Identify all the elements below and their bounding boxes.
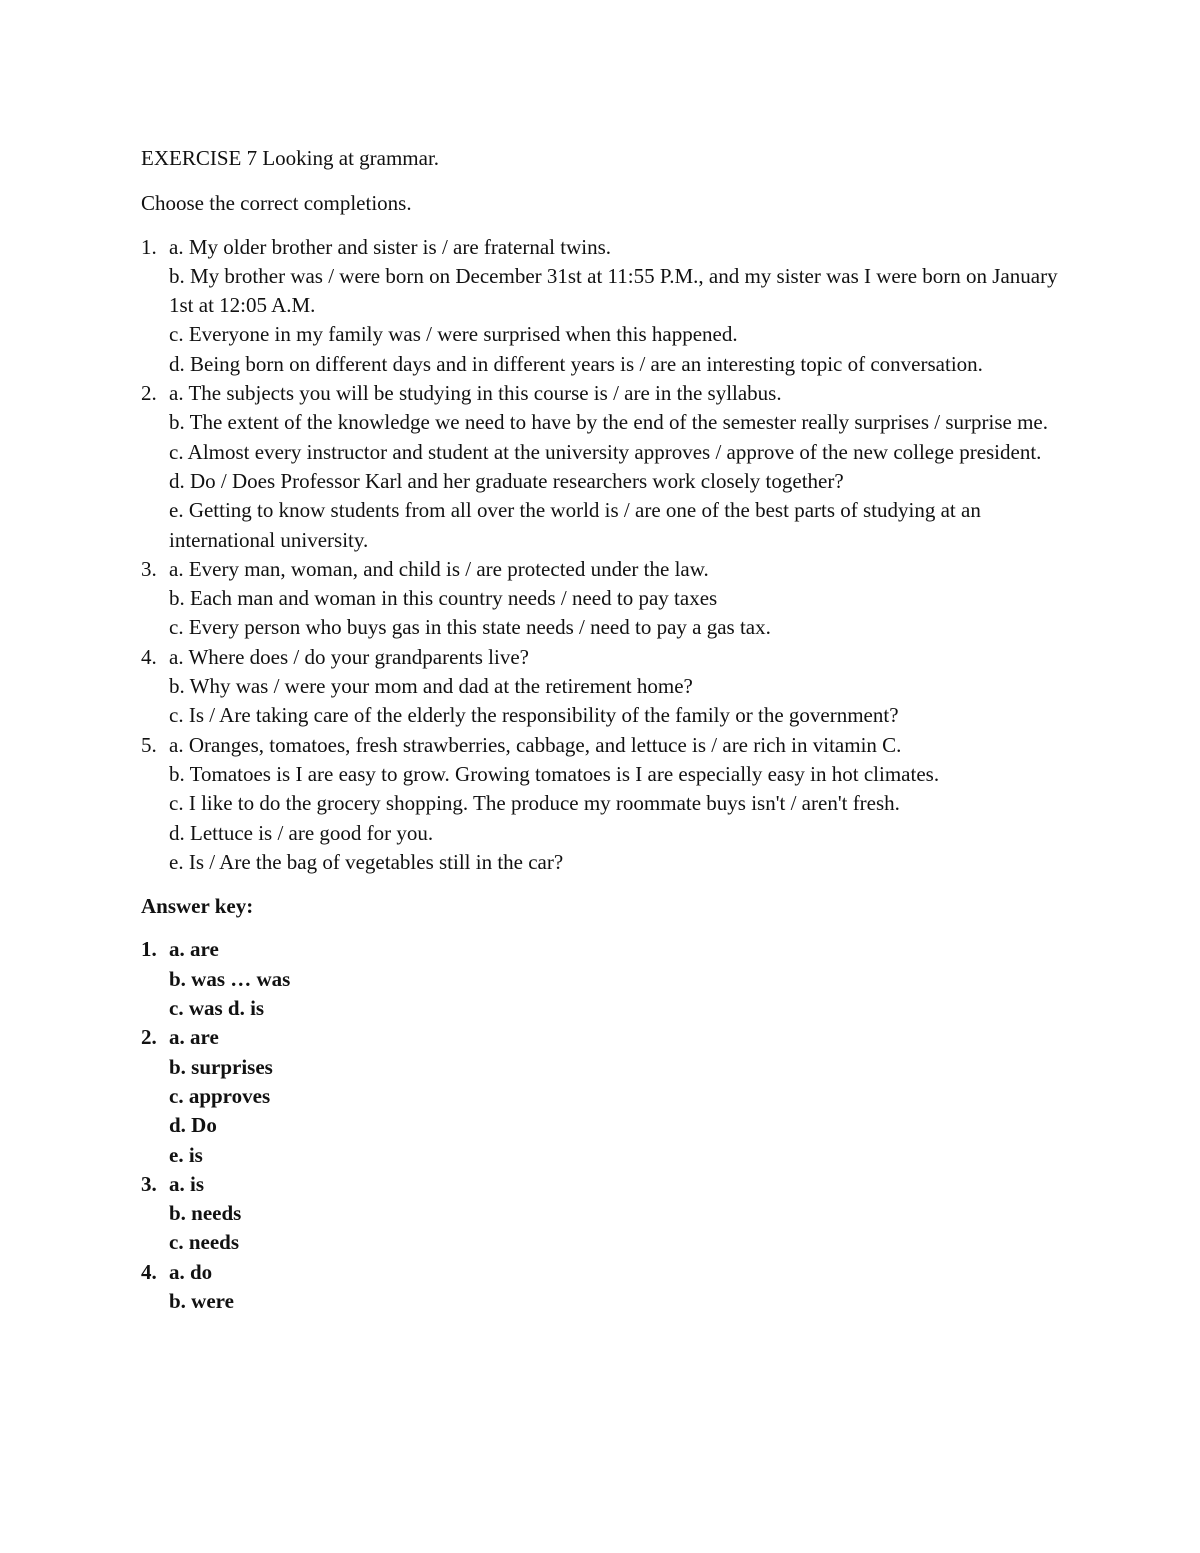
question-item: c. Is / Are taking care of the elderly the responsibility of the family or the government? — [169, 703, 899, 728]
answer-4 — [141, 1258, 1071, 1317]
question-item: b. The extent of the knowledge we need to have by the end of the semester really surprises / surprise me. — [169, 410, 1049, 435]
question-2 — [141, 379, 1071, 555]
answer-number: 2. — [141, 1025, 157, 1050]
exercise-title: EXERCISE 7 Looking at grammar. — [141, 146, 440, 170]
answer-item: d. Do — [169, 1113, 217, 1138]
question-item: b. Why was / were your mom and dad at the retirement home? — [169, 674, 693, 699]
answer-item: c. was d. is — [169, 996, 265, 1021]
question-item: e. Getting to know students from all over the world is / are one of the best parts of studying at an international university. — [169, 498, 981, 552]
question-1 — [141, 233, 1071, 379]
answer-item: c. approves — [169, 1083, 271, 1108]
question-item: c. Everyone in my family was / were surprised when this happened. — [169, 322, 738, 347]
question-4 — [141, 643, 1071, 731]
answer-item: c. needs — [169, 1230, 239, 1255]
answer-item: a. are — [169, 1025, 219, 1050]
answer-item: b. were — [169, 1288, 234, 1313]
answer-number: 1. — [141, 937, 157, 962]
answer-1 — [141, 935, 1071, 1023]
question-item: a. Every man, woman, and child is / are protected under the law. — [169, 556, 709, 581]
question-item: d. Being born on different days and in different years is / are an interesting topic of conversation. — [169, 351, 983, 376]
document-content — [141, 144, 1071, 1316]
question-3 — [141, 555, 1071, 643]
question-number: 3. — [141, 556, 157, 581]
question-item: a. Where does / do your grandparents live? — [169, 644, 529, 669]
question-number: 2. — [141, 381, 157, 406]
answer-number: 3. — [141, 1171, 157, 1196]
question-item: a. My older brother and sister is / are fraternal twins. — [169, 234, 612, 259]
question-item: a. The subjects you will be studying in this course is / are in the syllabus. — [169, 381, 782, 406]
question-item: c. Every person who buys gas in this state needs / need to pay a gas tax. — [169, 615, 771, 640]
question-number: 4. — [141, 644, 157, 669]
answer-key-list — [141, 935, 1071, 1316]
answer-item: e. is — [169, 1142, 203, 1167]
answer-item: a. is — [169, 1171, 205, 1196]
question-item: d. Do / Does Professor Karl and her graduate researchers work closely together? — [169, 468, 844, 493]
answer-item: a. are — [169, 937, 219, 962]
answer-item: b. surprises — [169, 1054, 273, 1079]
answer-key-heading: Answer key: — [141, 894, 254, 919]
answer-number: 4. — [141, 1259, 157, 1284]
question-number: 1. — [141, 234, 157, 259]
question-item: b. My brother was / were born on December 31st at 11:55 P.M., and my sister was I were born on January 1st at 12:05 A.M. — [169, 263, 1058, 318]
question-5 — [141, 731, 1071, 877]
question-item: a. Oranges, tomatoes, fresh strawberries, cabbage, and lettuce is / are rich in vitamin C. — [169, 732, 902, 757]
question-number: 5. — [141, 732, 157, 757]
answer-3 — [141, 1170, 1071, 1258]
question-item: b. Each man and woman in this country needs / need to pay taxes — [169, 586, 718, 611]
question-item: e. Is / Are the bag of vegetables still in the car? — [169, 849, 564, 874]
question-item: c. I like to do the grocery shopping. The produce my roommate buys isn't / aren't fresh. — [169, 791, 900, 816]
question-list — [141, 233, 1071, 878]
question-item: b. Tomatoes is I are easy to grow. Growing tomatoes is I are especially easy in hot climates. — [169, 761, 940, 786]
answer-item: a. do — [169, 1259, 213, 1284]
answer-item: b. needs — [169, 1201, 242, 1226]
exercise-instruction: Choose the correct completions. — [141, 191, 412, 216]
question-item: c. Almost every instructor and student at the university approves / approve of the new college president. — [169, 439, 1042, 464]
answer-2 — [141, 1023, 1071, 1169]
answer-item: b. was … was — [169, 966, 291, 991]
question-item: d. Lettuce is / are good for you. — [169, 820, 434, 845]
